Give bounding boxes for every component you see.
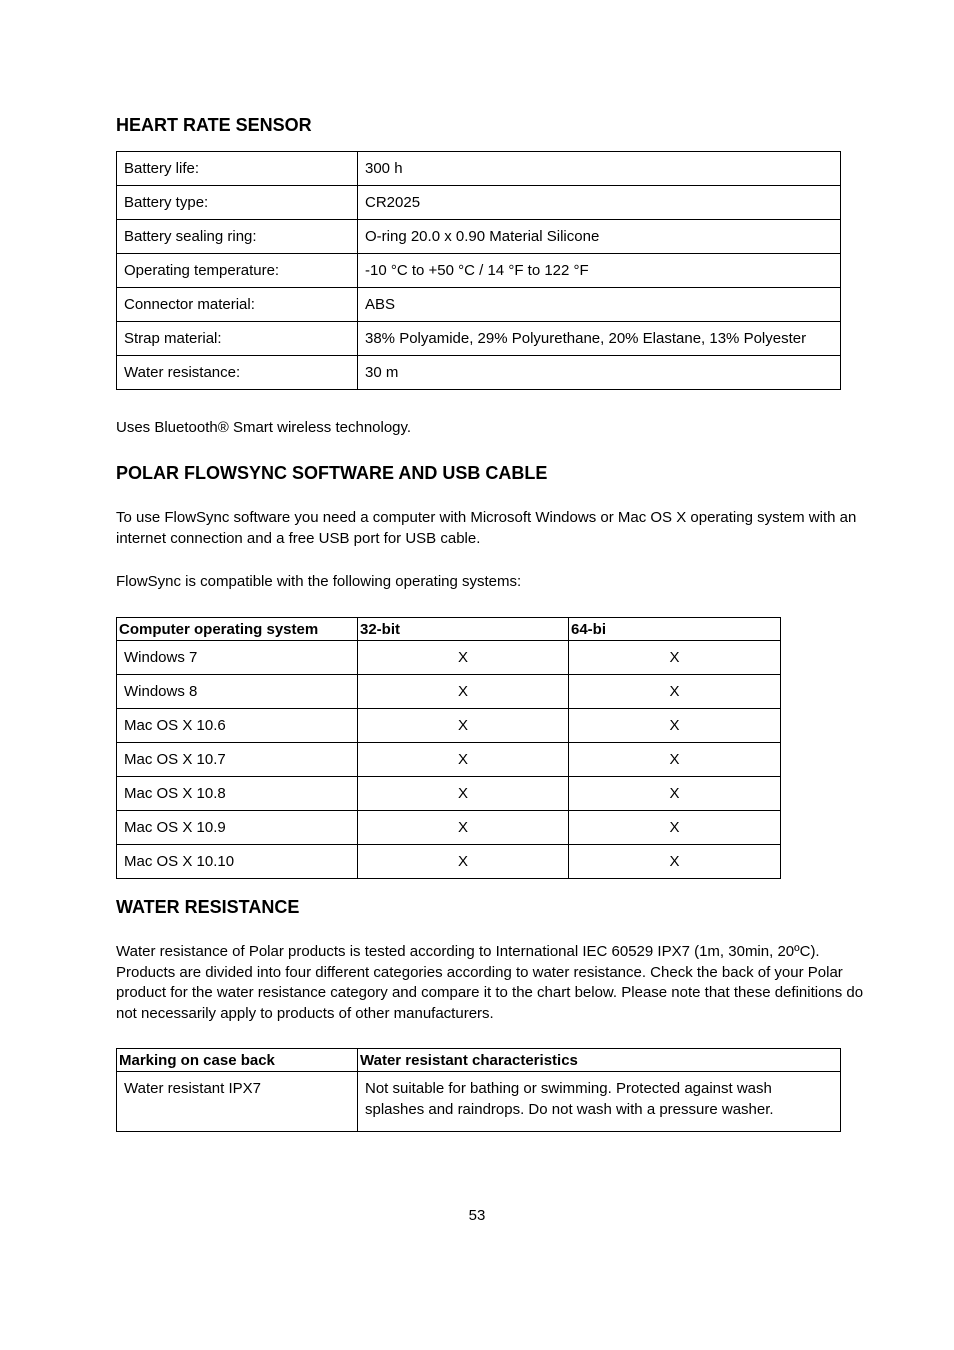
- bit32-mark: X: [358, 641, 569, 675]
- flowsync-heading: POLAR FLOWSYNC SOFTWARE AND USB CABLE: [116, 463, 548, 483]
- column-header: Water resistant characteristics: [358, 1049, 841, 1072]
- spec-value: 300 h: [358, 152, 841, 186]
- table-row: [117, 186, 841, 220]
- bit64-mark: X: [569, 743, 781, 777]
- table-header-row: [117, 618, 781, 641]
- os-name: Mac OS X 10.8: [117, 777, 358, 811]
- bit64-mark: X: [569, 845, 781, 879]
- table-row: [117, 152, 841, 186]
- table-row: [117, 709, 781, 743]
- os-name: Mac OS X 10.10: [117, 845, 358, 879]
- spec-label: Battery life:: [117, 152, 358, 186]
- bluetooth-note: Uses Bluetooth® Smart wireless technology.: [116, 419, 412, 436]
- bit64-mark: X: [569, 641, 781, 675]
- spec-value: ABS: [358, 288, 841, 322]
- column-header: Computer operating system: [117, 618, 358, 641]
- bit32-mark: X: [358, 811, 569, 845]
- characteristics-cell: Not suitable for bathing or swimming. Protected against wash splashes and raindrops. Do not wash with a pressure washer.: [358, 1072, 841, 1132]
- spec-value: CR2025: [358, 186, 841, 220]
- spec-label: Battery sealing ring:: [117, 220, 358, 254]
- table-row: [117, 220, 841, 254]
- os-name: Windows 7: [117, 641, 358, 675]
- table-row: [117, 845, 781, 879]
- table-row: [117, 1072, 841, 1132]
- table-row: [117, 322, 841, 356]
- heart-rate-sensor-heading: HEART RATE SENSOR: [116, 115, 312, 135]
- table-row: [117, 675, 781, 709]
- os-compat-table: [116, 617, 781, 879]
- bit32-mark: X: [358, 845, 569, 879]
- bit64-mark: X: [569, 811, 781, 845]
- water-resistance-table: [116, 1048, 841, 1132]
- spec-value: 38% Polyamide, 29% Polyurethane, 20% Elastane, 13% Polyester: [358, 322, 841, 356]
- bit64-mark: X: [569, 709, 781, 743]
- os-name: Windows 8: [117, 675, 358, 709]
- bit32-mark: X: [358, 743, 569, 777]
- table-row: [117, 743, 781, 777]
- flowsync-compat-intro: FlowSync is compatible with the following operating systems:: [116, 573, 522, 590]
- spec-value: O-ring 20.0 x 0.90 Material Silicone: [358, 220, 841, 254]
- table-row: [117, 288, 841, 322]
- bit32-mark: X: [358, 777, 569, 811]
- table-row: [117, 641, 781, 675]
- table-row: [117, 356, 841, 390]
- table-row: [117, 811, 781, 845]
- table-header-row: [117, 1049, 841, 1072]
- marking-cell: Water resistant IPX7: [117, 1072, 358, 1132]
- heart-rate-sensor-table: [116, 151, 841, 390]
- spec-label: Connector material:: [117, 288, 358, 322]
- table-row: [117, 254, 841, 288]
- os-name: Mac OS X 10.9: [117, 811, 358, 845]
- water-resistance-text: Water resistance of Polar products is tested according to International IEC 60529 IPX7 (1m, 30min, 20ºC). Products are divided into four different categories according to water resistance. Check the back of your Polar product for the water resistance category and compare it to the chart below. Please note that these definitions do not necessarily apply to products of other manufacturers.: [116, 943, 864, 1022]
- spec-label: Battery type:: [117, 186, 358, 220]
- spec-value: 30 m: [358, 356, 841, 390]
- bit32-mark: X: [358, 675, 569, 709]
- spec-label: Operating temperature:: [117, 254, 358, 288]
- os-name: Mac OS X 10.7: [117, 743, 358, 777]
- bit64-mark: X: [569, 675, 781, 709]
- column-header: 32-bit: [358, 618, 569, 641]
- os-name: Mac OS X 10.6: [117, 709, 358, 743]
- spec-label: Strap material:: [117, 322, 358, 356]
- spec-label: Water resistance:: [117, 356, 358, 390]
- column-header: 64-bi: [569, 618, 781, 641]
- spec-value: -10 °C to +50 °C / 14 °F to 122 °F: [358, 254, 841, 288]
- table-row: [117, 777, 781, 811]
- page-number: 53: [468, 1207, 486, 1224]
- bit32-mark: X: [358, 709, 569, 743]
- flowsync-intro: To use FlowSync software you need a computer with Microsoft Windows or Mac OS X operating system with an internet connection and a free USB port for USB cable.: [116, 509, 857, 547]
- water-resistance-heading: WATER RESISTANCE: [116, 897, 300, 917]
- bit64-mark: X: [569, 777, 781, 811]
- column-header: Marking on case back: [117, 1049, 358, 1072]
